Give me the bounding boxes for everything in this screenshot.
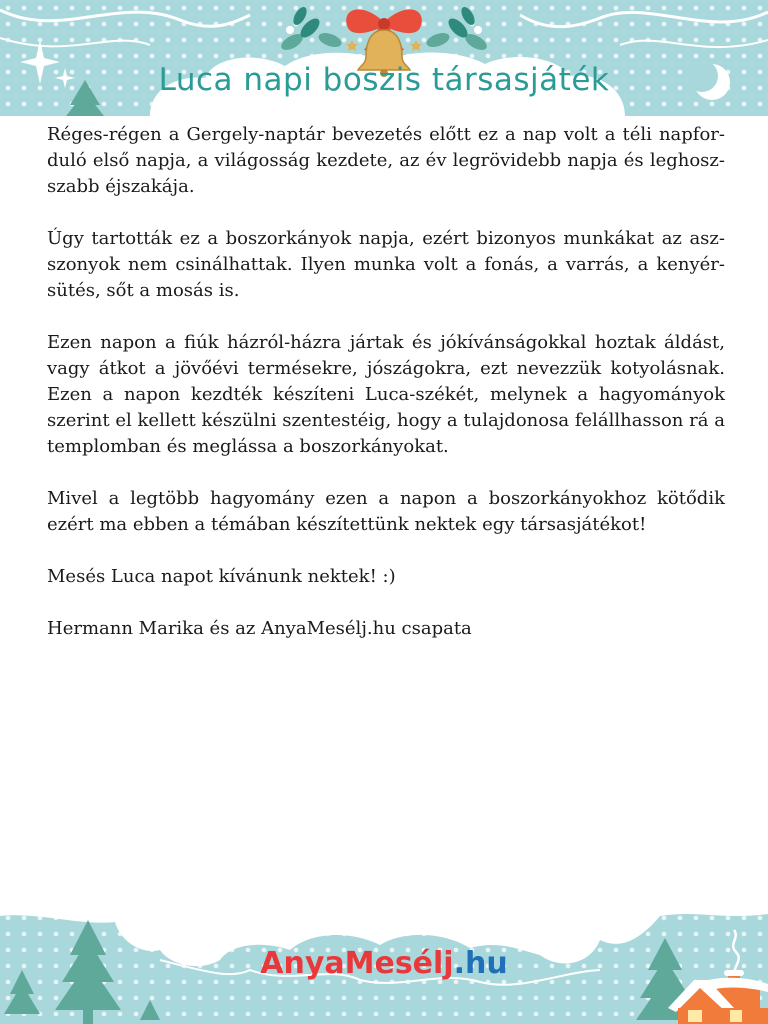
- page-title: Luca napi boszis társasjáték: [158, 62, 610, 98]
- logo-meselj: Mesélj: [344, 946, 454, 981]
- header-banner: [0, 0, 768, 116]
- logo-domain: .hu: [453, 946, 508, 981]
- header-decoration: [0, 0, 768, 116]
- paragraph-3: Ezen napon a fiúk házról-házra jártak és jókívánságokkal hoztak áldást, vagy átkot a jövőévi termésekre, jószágokra, ezt nevezzük kotyolásnak. Ezen a napon kezdték készíteni Luca-székét, melynek a hagyományok szerint el kellett készülni szentestéig, hogy a tulajdonosa felállhasson rá a templomban és meglássa a boszorkányokat.: [47, 332, 725, 457]
- swirl-left: [0, 10, 250, 26]
- anyameselj-logo[interactable]: [0, 946, 768, 981]
- paragraph-2: Úgy tartották ez a boszorkányok napja, ezért bizonyos munkákat az aszszonyok nem csinálhattak. Ilyen munka volt a fonás, a varrás, a kenyérsütés, sőt a mosás is.: [47, 228, 725, 301]
- paragraph-signature: Hermann Marika és az AnyaMesélj.hu csapata: [47, 618, 472, 639]
- logo-anya: Anya: [260, 946, 345, 981]
- paragraph-4: Mivel a legtöbb hagyomány ezen a napon a boszorkányokhoz kötődik ezért ma ebben a témában készítettünk nektek egy társasjátékot!: [47, 488, 725, 535]
- paragraph-1: Réges-régen a Gergely-naptár bevezetés előtt ez a nap volt a téli napforduló első napja, a világosság kezdete, az év legrövidebb napja és leghoszszabb éjszakája.: [47, 124, 725, 197]
- swirl-right: [520, 12, 768, 27]
- paragraph-greeting: Mesés Luca napot kívánunk nektek! :): [47, 566, 396, 587]
- footer-banner: [0, 910, 768, 1024]
- article-body: [47, 122, 725, 668]
